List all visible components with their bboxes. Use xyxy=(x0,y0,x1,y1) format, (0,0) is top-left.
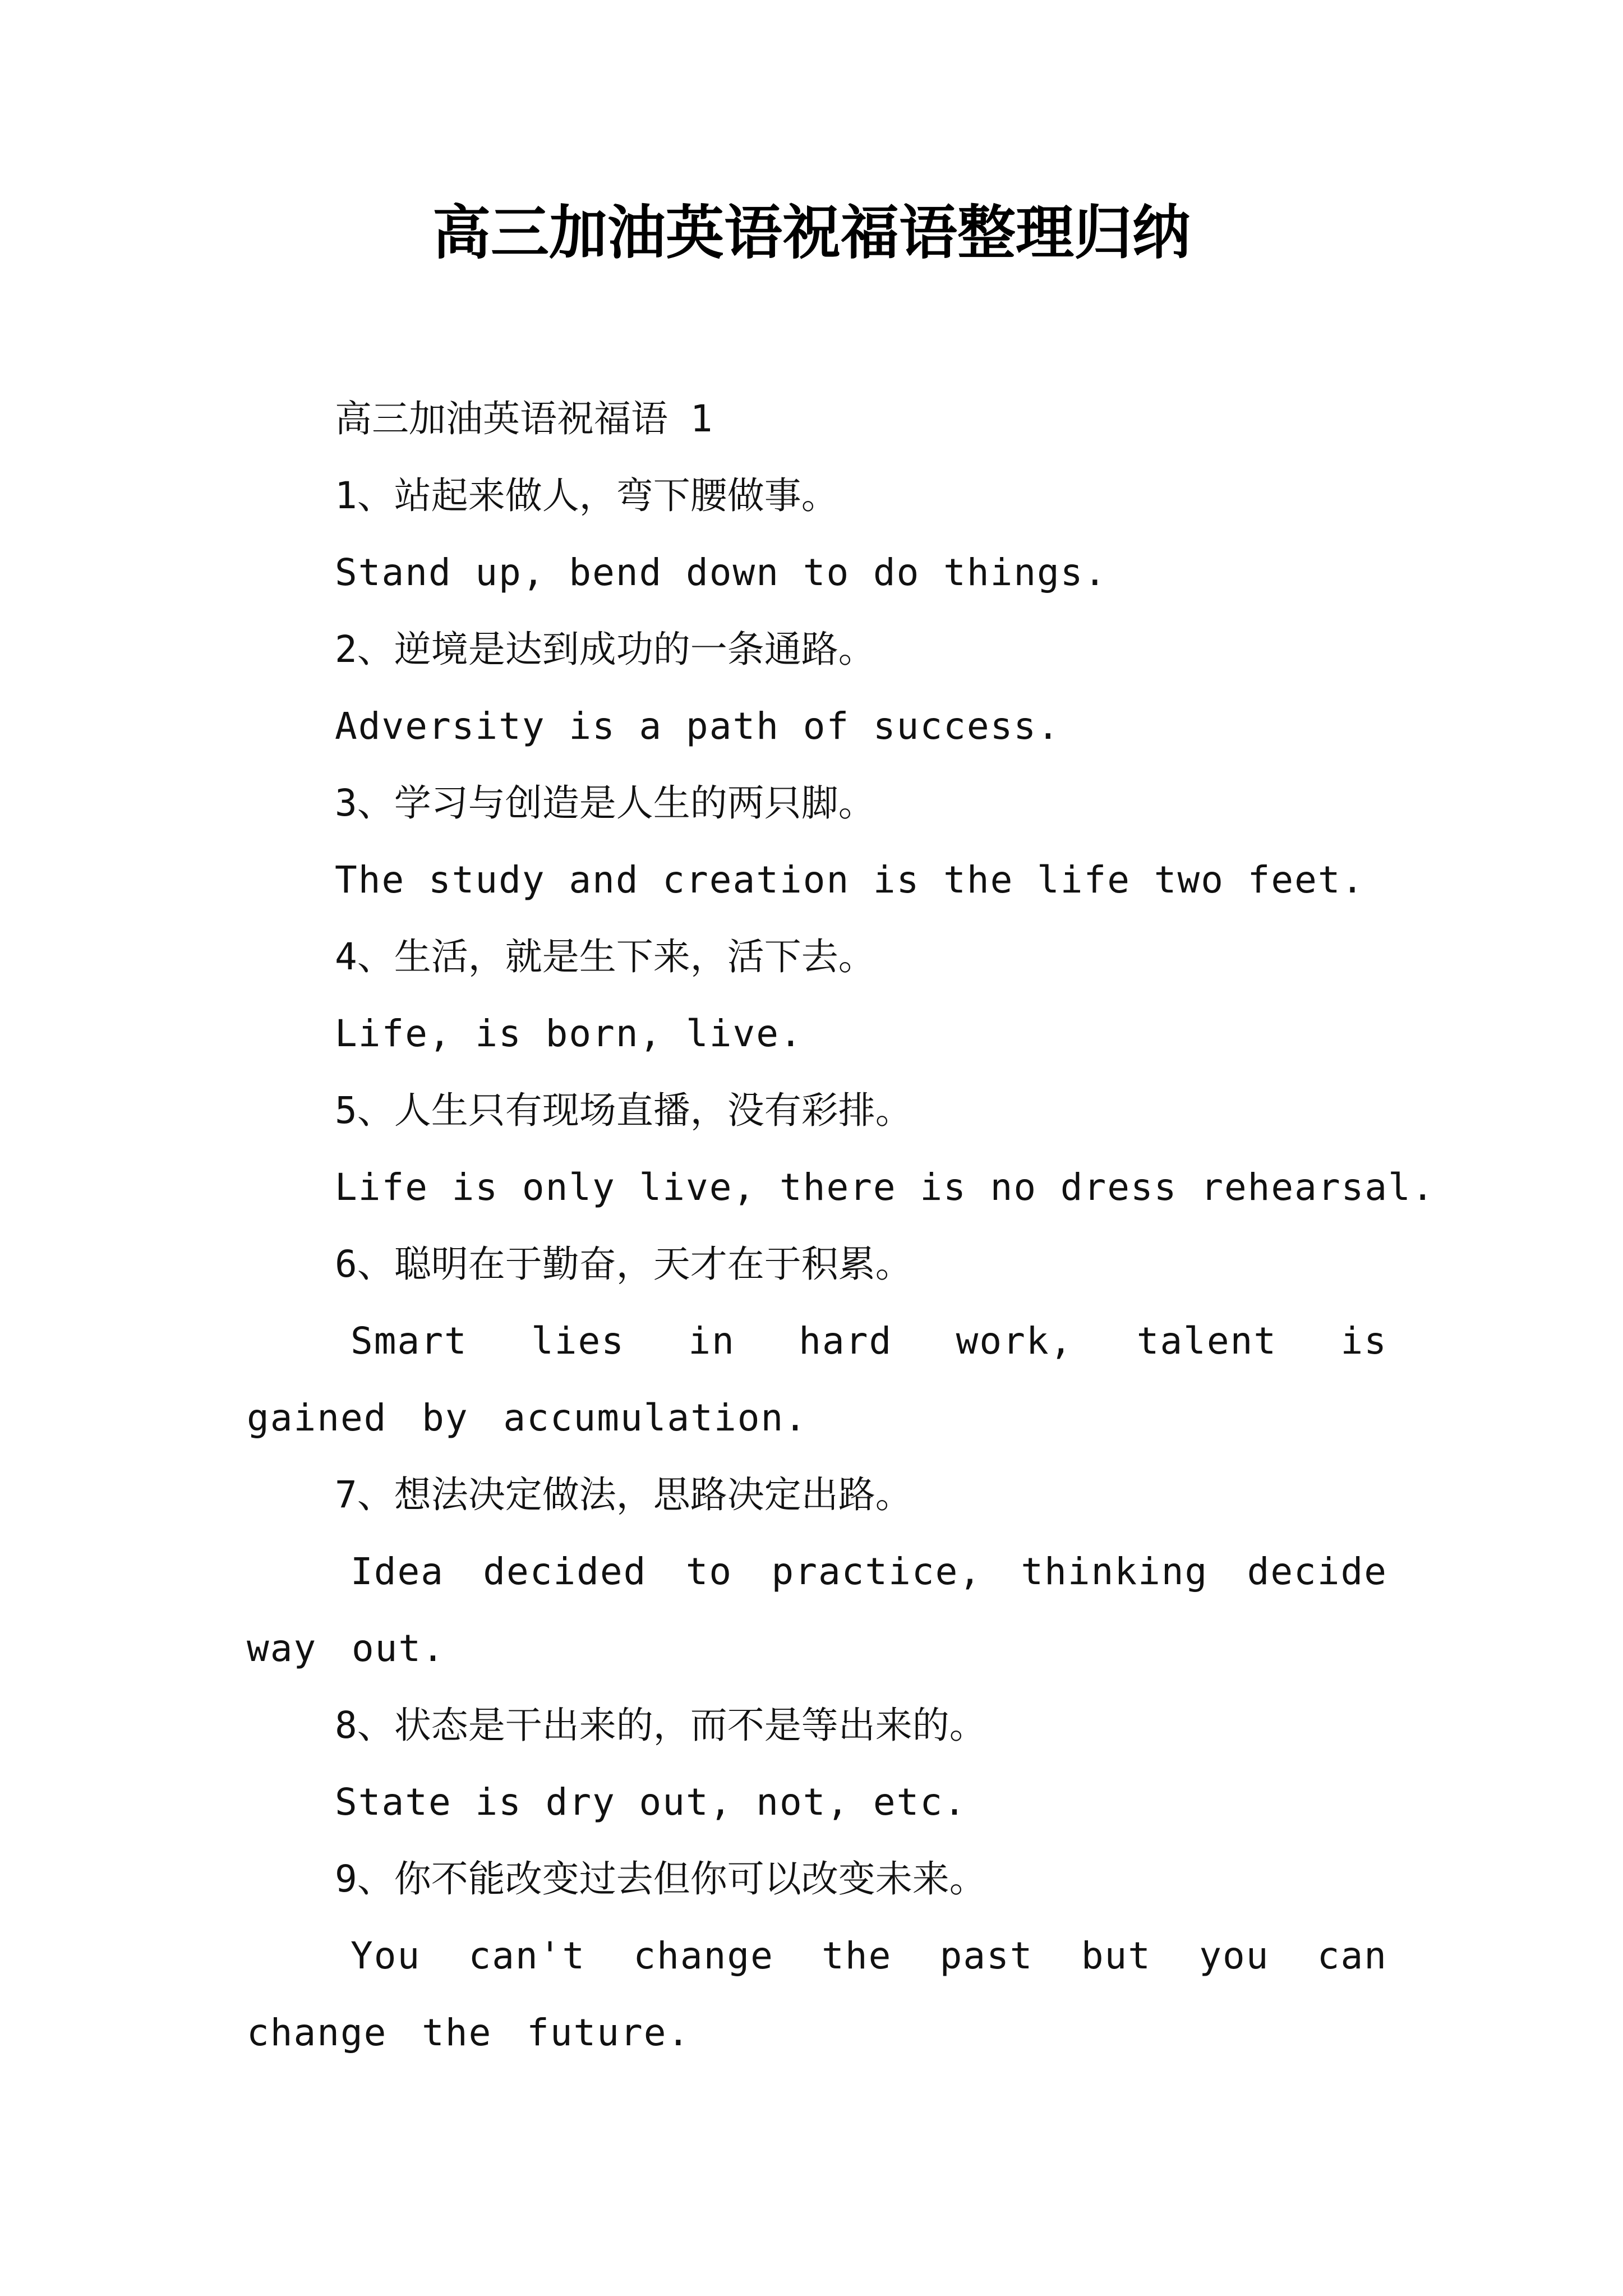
entry-7-english: Idea decided to practice, thinking decide way out. xyxy=(247,1550,1387,1670)
entry-9-english: You can't change the past but you can change the future. xyxy=(247,1934,1387,2054)
entry-4-chinese: 4、生活，就是生下来，活下去。 xyxy=(335,935,875,978)
entry-2-english: Adversity is a path of success. xyxy=(335,705,1061,748)
entry-6-english: Smart lies in hard work, talent is gained by accumulation. xyxy=(247,1319,1387,1439)
entry-1-english: Stand up, bend down to do things. xyxy=(335,551,1108,594)
entry-6-chinese: 6、聪明在于勤奋，天才在于积累。 xyxy=(335,1243,912,1286)
entry-5-english: Life is only live, there is no dress rehearsal. xyxy=(335,1166,1435,1209)
entry-3-chinese: 3、学习与创造是人生的两只脚。 xyxy=(335,781,875,825)
entry-4-english: Life, is born, live. xyxy=(335,1012,803,1055)
entry-2-chinese: 2、逆境是达到成功的一条通路。 xyxy=(335,628,875,671)
entry-9-chinese: 9、你不能改变过去但你可以改变未来。 xyxy=(335,1857,986,1901)
entry-5-chinese: 5、人生只有现场直播，没有彩排。 xyxy=(335,1089,912,1132)
section-heading: 高三加油英语祝福语 1 xyxy=(335,397,713,440)
entry-1-chinese: 1、站起来做人，弯下腰做事。 xyxy=(335,474,838,517)
entry-7-chinese: 7、想法决定做法，思路决定出路。 xyxy=(335,1473,912,1516)
entry-8-chinese: 8、状态是干出来的，而不是等出来的。 xyxy=(335,1704,986,1747)
entry-8-english: State is dry out, not, etc. xyxy=(335,1780,967,1824)
document-title: 高三加油英语祝福语整理归纳 xyxy=(432,198,1191,267)
document-body xyxy=(247,380,1435,2071)
entry-3-english: The study and creation is the life two feet. xyxy=(335,858,1365,901)
